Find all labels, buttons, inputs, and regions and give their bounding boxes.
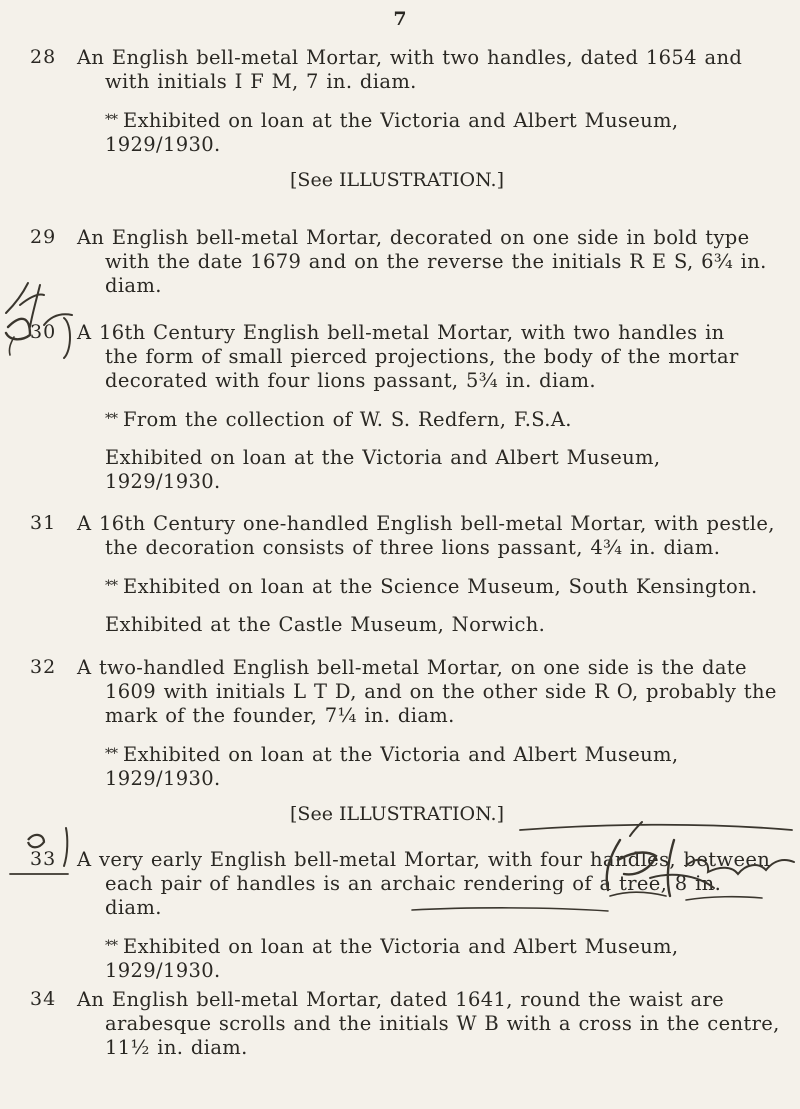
description-line: each pair of handles is an archaic rendering of a tree, 8 in. (105, 872, 722, 895)
lot-description (77, 46, 743, 191)
lot-number: 28 (30, 46, 57, 68)
lot-description (77, 656, 777, 825)
see-illustration-note: [See ILLUSTRATION.] (290, 803, 504, 825)
lot-number: 33 (30, 848, 57, 870)
description-line: An English bell-metal Mortar, decorated on one side in bold type (77, 226, 750, 249)
note-line: Exhibited on loan at the Science Museum, South Kensington. (123, 575, 758, 598)
note-line: 1929/1930. (105, 133, 221, 156)
lot-description (77, 988, 780, 1060)
lot-number: 34 (30, 988, 57, 1010)
description-line: 11½ in. diam. (105, 1036, 248, 1059)
asterisks: ** (105, 938, 117, 954)
lot-description (77, 512, 775, 637)
page-number: 7 (393, 8, 407, 30)
description-line: A two-handled English bell-metal Mortar, on one side is the date (77, 656, 747, 679)
description-line: decorated with four lions passant, 5¾ in. diam. (105, 369, 596, 392)
lot-number: 32 (30, 656, 57, 678)
description-line: An English bell-metal Mortar, dated 1641, round the waist are (77, 988, 725, 1011)
description-line: mark of the founder, 7¼ in. diam. (105, 704, 455, 727)
asterisks: ** (105, 112, 117, 128)
description-line: A 16th Century one-handled English bell-metal Mortar, with pestle, (77, 512, 775, 535)
asterisks: ** (105, 578, 117, 594)
asterisks: ** (105, 411, 117, 427)
asterisks: ** (105, 746, 117, 762)
lot-description (77, 848, 771, 983)
lot-number: 29 (30, 226, 57, 248)
note-line: 1929/1930. (105, 767, 221, 790)
note-line: Exhibited on loan at the Victoria and Albert Museum, (105, 446, 661, 469)
lot-description (77, 321, 739, 494)
lot-number: 30 (30, 321, 57, 343)
exhibition-note (77, 613, 717, 637)
note-line: Exhibited at the Castle Museum, Norwich. (105, 613, 546, 636)
lot-description (77, 226, 767, 298)
exhibition-note (77, 446, 717, 494)
note-line: Exhibited on loan at the Victoria and Albert Museum, (123, 109, 679, 132)
description-line: diam. (105, 896, 162, 919)
description-line: with initials I F M, 7 in. diam. (105, 70, 417, 93)
exhibition-note (77, 742, 717, 791)
lot-number: 31 (30, 512, 57, 534)
description-line: arabesque scrolls and the initials W B with a cross in the centre, (105, 1012, 780, 1035)
note-line: 1929/1930. (105, 470, 221, 493)
description-line: the form of small pierced projections, the body of the mortar (105, 345, 739, 368)
provenance-note (77, 407, 717, 432)
description-line: the decoration consists of three lions passant, 4¾ in. diam. (105, 536, 721, 559)
exhibition-note (77, 934, 717, 983)
description-line: with the date 1679 and on the reverse the initials R E S, 6¾ in. (105, 250, 767, 273)
description-line: 1609 with initials L T D, and on the other side R O, probably the (105, 680, 777, 703)
description-line: diam. (105, 274, 162, 297)
see-illustration-note: [See ILLUSTRATION.] (290, 169, 504, 191)
note-line: 1929/1930. (105, 959, 221, 982)
note-line: Exhibited on loan at the Victoria and Albert Museum, (123, 743, 679, 766)
exhibition-note (77, 574, 758, 599)
note-line: From the collection of W. S. Redfern, F.S.A. (123, 408, 572, 431)
description-line: A very early English bell-metal Mortar, with four handles, between (77, 848, 771, 871)
note-line: Exhibited on loan at the Victoria and Albert Museum, (123, 935, 679, 958)
description-line: A 16th Century English bell-metal Mortar, with two handles in (77, 321, 725, 344)
description-line: An English bell-metal Mortar, with two handles, dated 1654 and (77, 46, 743, 69)
exhibition-note (77, 108, 717, 157)
